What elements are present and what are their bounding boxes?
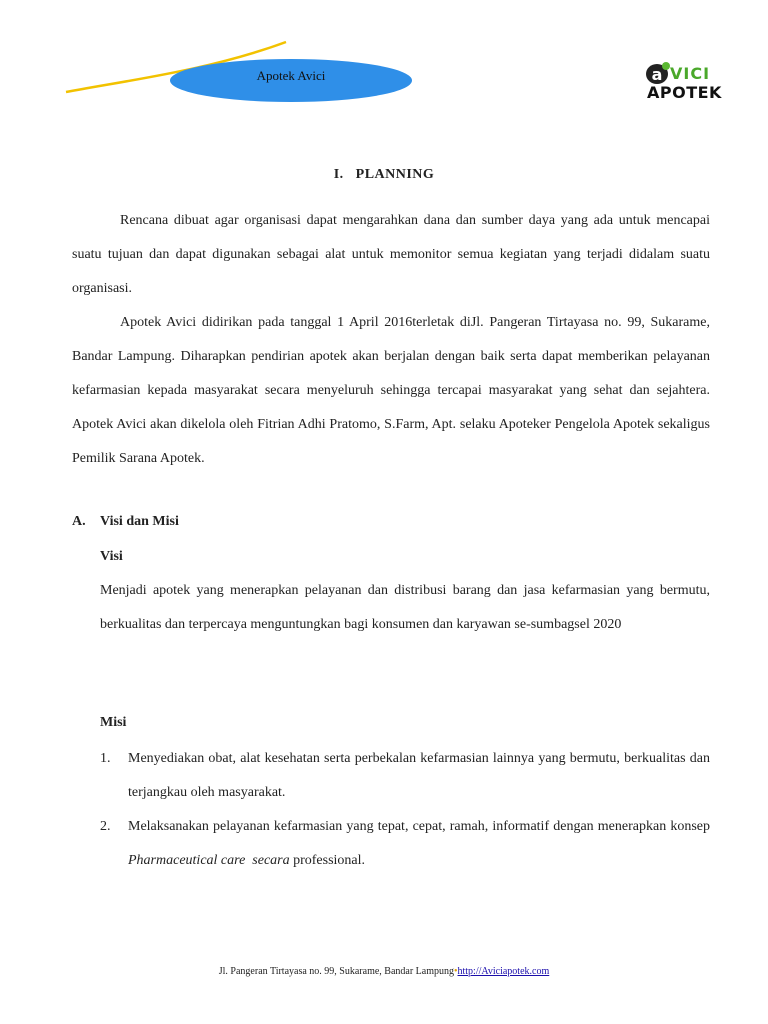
list-number: 2.: [100, 819, 111, 834]
list-text-after: professional.: [289, 853, 366, 868]
header-banner-text: Apotek Avici: [256, 67, 326, 83]
list-text-italic: Pharmaceutical care secara: [128, 853, 290, 868]
list-text-before: Melaksanakan pelayanan kefarmasian yang tepat, cepat, ramah, informatif dengan menerapkan konsep: [128, 819, 710, 834]
logo-word-vici: VICI: [670, 64, 711, 83]
visi-title: Visi: [100, 549, 123, 564]
list-text: [100, 810, 710, 878]
misi-title: Misi: [100, 715, 127, 730]
section-a-title: [72, 514, 179, 530]
misi-list-item: [100, 810, 710, 878]
heading-text: I. PLANNING: [333, 167, 435, 182]
footer-separator: •: [453, 966, 458, 977]
list-text: Menyediakan obat, alat kesehatan serta perbekalan kefarmasian lainnya yang bermutu, berkualitas dan terjangkau oleh masyarakat.: [128, 751, 710, 800]
section-a-number: A.: [72, 514, 86, 529]
footer-website-link[interactable]: http://Aviciapotek.com: [457, 966, 550, 977]
footer-address: Jl. Pangeran Tirtayasa no. 99, Sukarame, Bandar Lampung: [218, 966, 454, 977]
header-banner: [170, 59, 412, 102]
page-heading: [0, 167, 768, 183]
logo-word-apotek: APOTEK: [647, 83, 722, 102]
page-footer: [0, 966, 768, 977]
avici-apotek-logo: [646, 64, 722, 104]
paragraph-planning-intro: Rencana dibuat agar organisasi dapat mengarahkan dana dan sumber daya yang ada untuk mencapai suatu tujuan dan dapat digunakan sebagai alat untuk memonitor semua kegiatan yang terjadi didalam suatu organisasi.: [72, 213, 710, 296]
visi-text: Menjadi apotek yang menerapkan pelayanan dan distribusi barang dan jasa kefarmasian yang bermutu, berkualitas dan terpercaya menguntungkan bagi konsumen dan karyawan se-sumbagsel 2020: [100, 583, 710, 632]
misi-list-item: [100, 742, 710, 810]
section-a-label: Visi dan Misi: [100, 514, 179, 529]
logo-mark-icon: a: [646, 64, 668, 84]
list-number: 1.: [100, 751, 111, 766]
paragraph-apotek-background: Apotek Avici didirikan pada tanggal 1 April 2016terletak diJl. Pangeran Tirtayasa no. 99, Sukarame, Bandar Lampung. Diharapkan pendirian apotek akan berjalan dengan baik serta dapat memberikan pelayanan kefarmasian kepada masyarakat secara menyeluruh sehingga tercapai masyarakat yang sehat dan sejahtera. Apotek Avici akan dikelola oleh Fitrian Adhi Pratomo, S.Farm, Apt. selaku Apoteker Pengelola Apotek sekaligus Pemilik Sarana Apotek.: [72, 315, 710, 466]
